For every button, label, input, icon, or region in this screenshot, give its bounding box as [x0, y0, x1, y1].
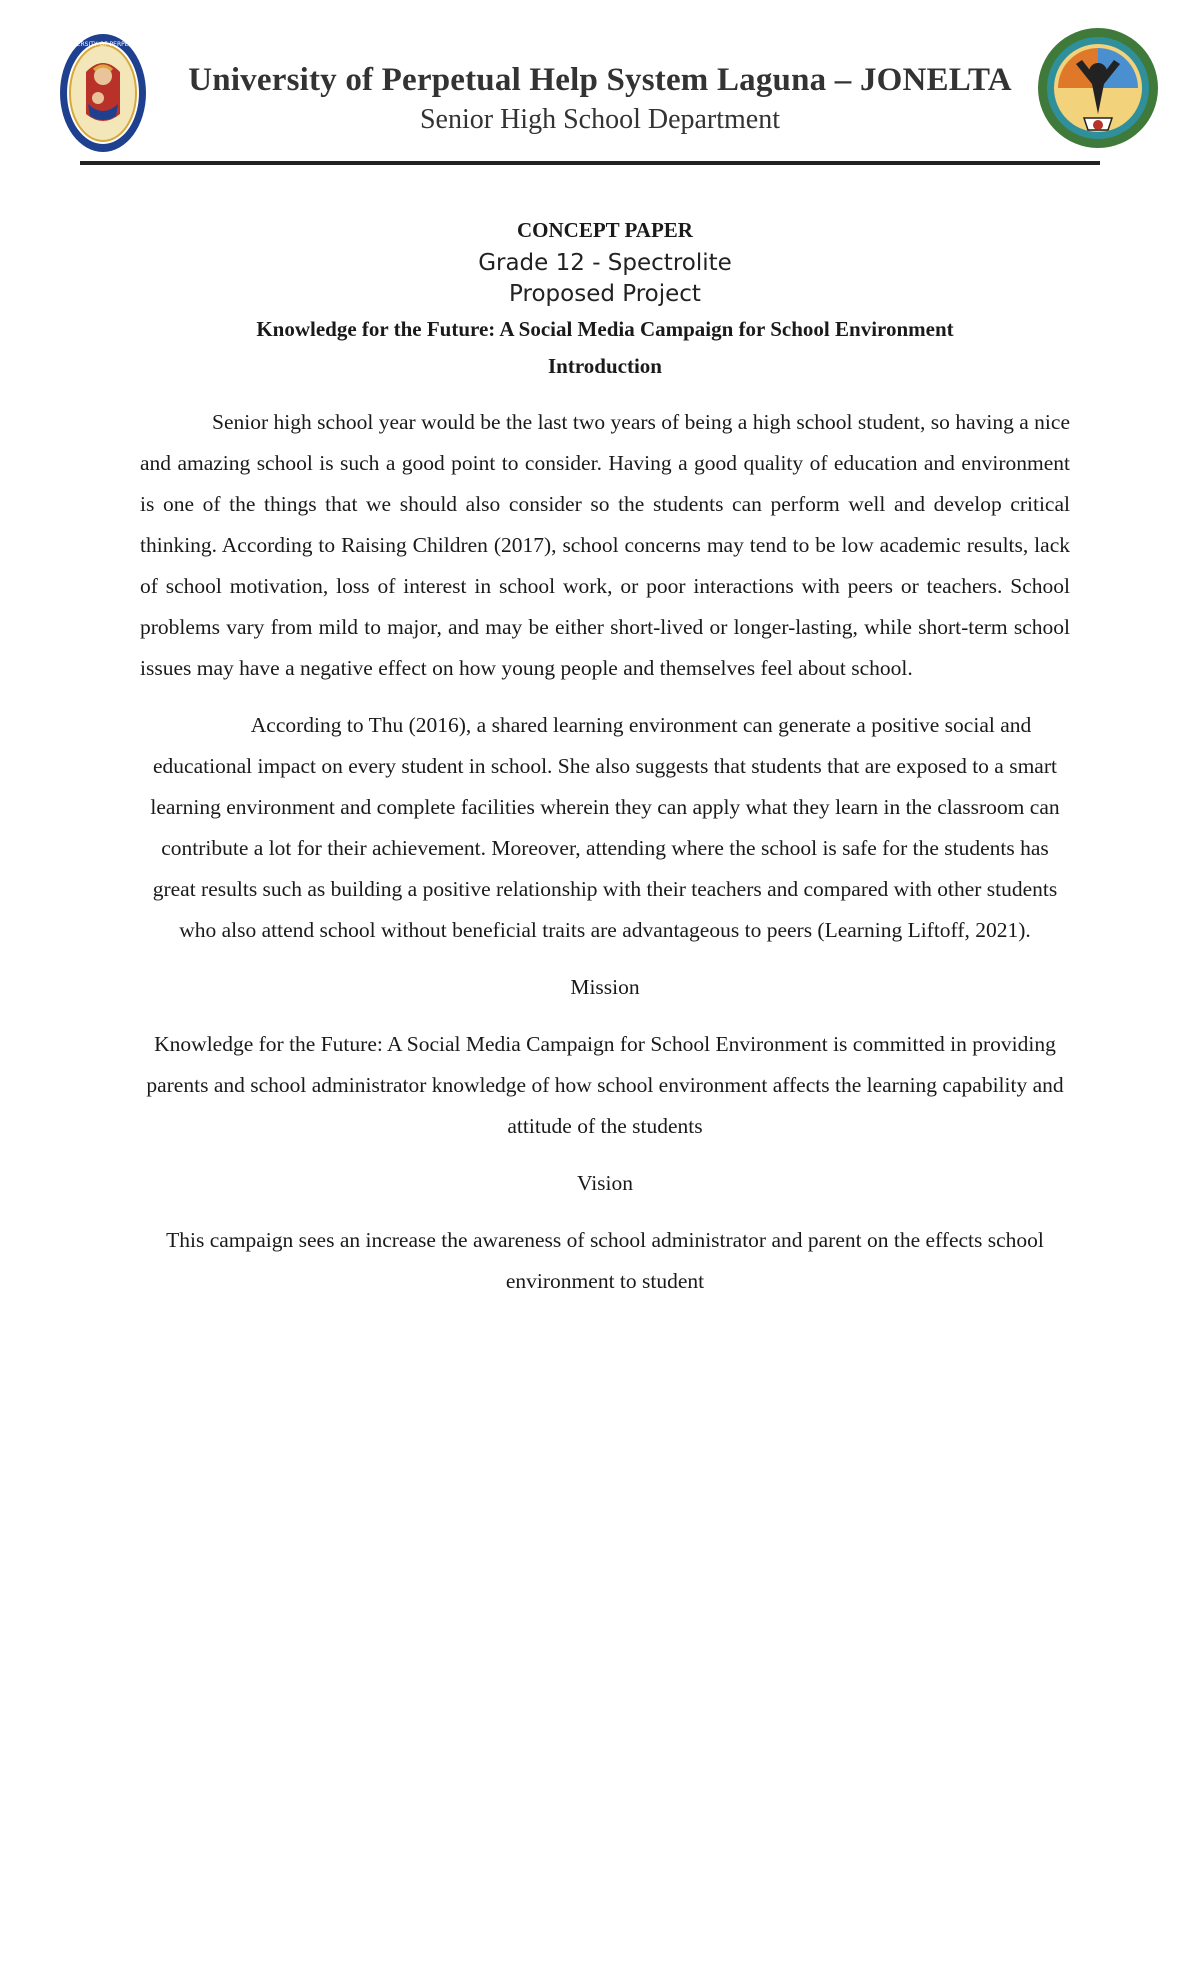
document-type: CONCEPT PAPER	[517, 218, 693, 242]
svg-text:UNIVERSITY OF PERPETUAL: UNIVERSITY OF PERPETUAL	[61, 41, 145, 48]
mission-text: Knowledge for the Future: A Social Media Campaign for School Environment is committed in providing parents and school administrator knowledge of how school environment affects the learning capability and attitude of the students	[146, 1032, 1064, 1138]
project-label: Proposed Project	[509, 281, 701, 307]
letterhead	[0, 0, 1200, 175]
department-name: Senior High School Department	[419, 104, 781, 135]
grade-section: Grade 12 - Spectrolite	[478, 250, 732, 276]
institution-name: University of Perpetual Help System Laguna – JONELTA	[188, 62, 1012, 98]
introduction-heading: Introduction	[548, 354, 662, 378]
letterhead-divider	[80, 161, 1100, 165]
introduction-paragraph: Senior high school year would be the last two years of being a high school student, so having a nice and amazing school is such a good point to consider. Having a good quality of education and environment is one of the things that we should also consider so the students can perform well and develop critical thinking. According to Raising Children (2017), school concerns may tend to be low academic results, lack of school motivation, loss of interest in school work, or poor interactions with peers or teachers. School problems vary from mild to major, and may be either short-lived or longer-lasting, while short-term school issues may have a negative effect on how young people and themselves feel about school.	[140, 410, 1070, 680]
introduction-paragraph: According to Thu (2016), a shared learning environment can generate a positive social and educational impact on every student in school. She also suggests that students that are exposed to a smart learning environment and complete facilities wherein they can apply what they learn in the classroom can contribute a lot for their achievement. Moreover, attending where the school is safe for the students has great results such as building a positive relationship with their teachers and compared with other students who also attend school without beneficial traits are advantageous to peers (Learning Liftoff, 2021).	[150, 713, 1060, 942]
vision-heading: Vision	[576, 1171, 634, 1195]
document-body	[140, 212, 1070, 1302]
senior-high-school-seal-icon	[1036, 26, 1160, 150]
mission-heading: Mission	[570, 975, 640, 999]
vision-text: This campaign sees an increase the awareness of school administrator and parent on the effects school environment to student	[166, 1228, 1044, 1293]
project-title: Knowledge for the Future: A Social Media Campaign for School Environment	[256, 317, 954, 341]
university-seal-icon	[58, 32, 148, 154]
